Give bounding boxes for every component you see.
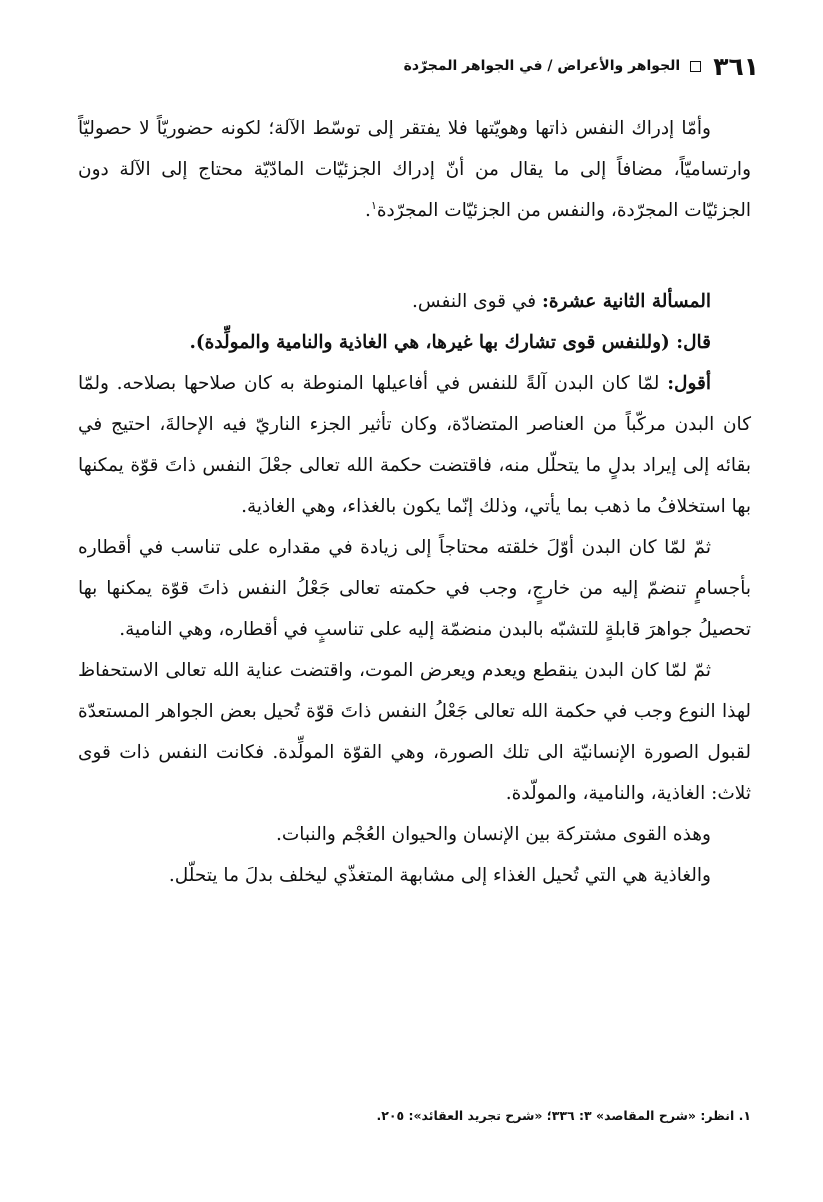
footnote-ref: ١: [370, 198, 377, 212]
paragraph-namiya: ثمّ لمّا كان البدن أوّلَ خلقته محتاجاً إلى زيادة في مقداره على تناسب في أقطاره بأجسامٍ تنضمّ إليه من خارجٍ، وجب في حكمته تعالى جَعْلُ النفس ذاتَ قوّة يمكنها بها تحصيلُ جواهرَ قابلةٍ للتشبّه بالبدن منضمّة إليه على تناسبٍ في أقطاره، وهي النامية.: [78, 537, 751, 640]
qal-text: (وللنفس قوى تشارك بها غيرها، هي الغاذية والنامية والمولِّدة).: [189, 332, 677, 353]
main-text: [78, 108, 751, 896]
paragraph-shared-faculties: وهذه القوى مشتركة بين الإنسان والحيوان العُجْم والنبات.: [275, 824, 711, 845]
page-number: ٣٦١: [713, 51, 759, 81]
qal-label: قال:: [676, 332, 711, 353]
aqulu-text: لمّا كان البدن آلةً للنفس في أفاعيلها المنوطة به كان صلاحها بصلاحه. ولمّا كان البدن مركّباً من العناصر المتضادّة، وكان تأثير الجزء الناريّ فيه الإحالةَ، احتيج في بقائه إلى إيراد بدلٍ ما يتحلّل منه، فاقتضت حكمة الله تعالى جعْلَ النفس ذاتَ قوّة يمكنها بها استخلافُ ما ذهب بما يأتي، وذلك إنّما يكون بالغذاء، وهي الغاذية.: [78, 373, 751, 517]
issue-title: المسألة الثانية عشرة:: [542, 291, 711, 312]
aqulu-label: أقول:: [667, 373, 711, 394]
section-gap: [78, 231, 751, 281]
paragraph-ghadhiya: والغاذية هي التي تُحيل الغذاء إلى مشابهة المتغذّي ليخلف بدلَ ما يتحلّل.: [168, 865, 711, 886]
qal-paragraph: [78, 322, 751, 363]
paragraph-muwallida: ثمّ لمّا كان البدن ينقطع ويعدم ويعرض الموت، واقتضت عناية الله تعالى الاستحفاظ لهذا النوع وجب في حكمة الله تعالى جَعْلُ النفس ذاتَ قوّة تُحيل بعض الجواهر المستعدّة لقبول الصورة الإنسانيّة الى تلك الصورة، وهي القوّة المولِّدة. فكانت النفس ذات قوى ثلاث: الغاذية، والنامية، والمولّدة.: [78, 660, 751, 804]
paragraph-self-perception: وأمّا إدراك النفس ذاتها وهويّتها فلا يفتقر إلى توسّط الآلة؛ لكونه حضوريّاً لا حصوليّاً وارتساميّاً، مضافاً إلى ما يقال من أنّ إدراك الجزئيّات المادّيّة محتاج إلى الآلة دون الجزئيّات المجرّدة، والنفس من الجزئيّات المجرّدة$^١$.: [78, 118, 751, 221]
issue-subject: في قوى النفس.: [412, 291, 543, 312]
aqulu-paragraph: [78, 363, 751, 527]
footnote: ١. انظر: «شرح المقاصد» ٣: ٣٣٦؛ «شرح تجريد العقائد»: ٢٠٥.: [376, 1108, 751, 1123]
issue-heading: [78, 281, 751, 322]
square-separator-icon: [690, 61, 701, 72]
header-title: الجواهر والأعراض / في الجواهر المجرّدة: [403, 58, 681, 74]
running-header: [64, 46, 759, 86]
